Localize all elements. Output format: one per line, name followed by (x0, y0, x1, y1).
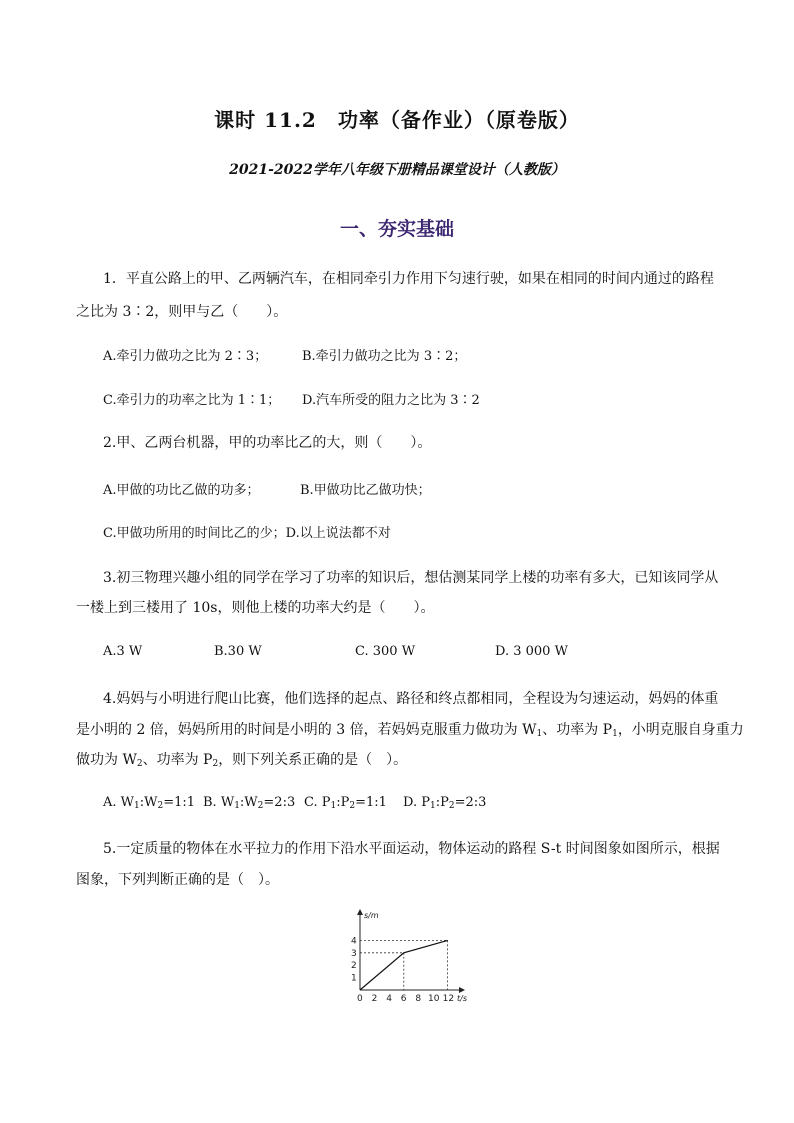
x-tick-label: 0 (357, 994, 363, 1004)
question-4-option-d: D. $P_1:P_2=2:3$ (403, 795, 487, 811)
question-2-option-b: B.甲做功比乙做功快； (300, 483, 431, 498)
question-1-option-c: C.牵引力的功率之比为 1∶1； (103, 393, 281, 408)
question-3-option-b: B.30 W (214, 644, 262, 659)
question-4-line-1: 4.妈妈与小明进行爬山比赛，他们选择的起点、路径和终点都相同，全程设为匀速运动，妈妈的体重 (103, 691, 719, 707)
y-tick-labels (351, 936, 357, 983)
question-4-line-3: 做功为 $W_2$、功率为 $P_2$，则下列关系正确的是（ ）。 (76, 752, 408, 769)
question-3-option-d: D. 3 000 W (495, 644, 568, 659)
x-tick-label: 2 (371, 994, 378, 1004)
dashed-guides (360, 940, 448, 990)
question-2-option-a: A.甲做的功比乙做的功多； (103, 483, 260, 498)
y-tick-label: 4 (351, 936, 357, 947)
question-3-option-c: C. 300 W (355, 644, 416, 659)
question-4-option-b: B. $W_1:W_2=2:3$ (203, 795, 296, 811)
question-2-option-cd: C.甲做功所用的时间比乙的少；D.以上说法都不对 (103, 526, 391, 541)
question-3-line-2: 一楼上到三楼用了 10s，则他上楼的功率大约是（ ）。 (76, 600, 435, 616)
x-tick-label: 12 (442, 994, 455, 1004)
page-subtitle: 2021-2022学年八年级下册精品课堂设计（人教版） (229, 162, 565, 178)
page-title: 课时 11.2 功率（备作业）（原卷版） (214, 108, 580, 132)
question-1-option-d: D.汽车所受的阻力之比为 3∶2 (302, 393, 480, 408)
x-tick-label: 8 (415, 994, 422, 1004)
x-tick-label: 10 (428, 994, 440, 1004)
x-axis-label: t/s (457, 994, 467, 1003)
question-4-option-a: A. $W_1:W_2=1:1$ (103, 795, 196, 811)
y-axis-label: s/m (364, 911, 379, 920)
y-tick-label: 3 (351, 948, 357, 959)
s-t-graph (338, 908, 474, 1004)
x-tick-labels (357, 994, 454, 1004)
section-heading: 一、夯实基础 (339, 218, 454, 240)
question-1-line-1: 1．平直公路上的甲、乙两辆汽车，在相同牵引力作用下匀速行驶，如果在相同的时间内通过的路程 (103, 271, 714, 287)
question-3-line-1: 3.初三物理兴趣小组的同学在学习了功率的知识后，想估测某同学上楼的功率有多大，已知该同学从 (103, 570, 719, 586)
x-tick-label: 4 (386, 994, 392, 1004)
question-3-option-a: A.3 W (103, 644, 143, 659)
question-1-option-b: B.牵引力做功之比为 3∶2； (302, 349, 467, 364)
question-2-line-1: 2.甲、乙两台机器，甲的功率比乙的大，则（ ）。 (103, 435, 432, 451)
question-5-line-2: 图象，下列判断正确的是（ ）。 (76, 872, 279, 888)
question-1-line-2: 之比为 3∶2，则甲与乙（ ）。 (76, 304, 288, 320)
question-1-option-a: A.牵引力做功之比为 2∶3； (103, 349, 268, 364)
question-4-option-c: C. $P_1:P_2=1:1$ (304, 795, 387, 811)
y-tick-label: 1 (351, 973, 357, 984)
question-5-line-1: 5.一定质量的物体在水平拉力的作用下沿水平面运动，物体运动的路程 S-t 时间图象如图所示，根据 (103, 841, 720, 857)
x-tick-label: 6 (400, 994, 407, 1004)
y-tick-label: 2 (351, 961, 357, 972)
question-4-line-2: 是小明的 2 倍，妈妈所用的时间是小明的 3 倍，若妈妈克服重力做功为 $W_1$、功率为 $P_1$，小明克服自身重力 (76, 722, 744, 739)
